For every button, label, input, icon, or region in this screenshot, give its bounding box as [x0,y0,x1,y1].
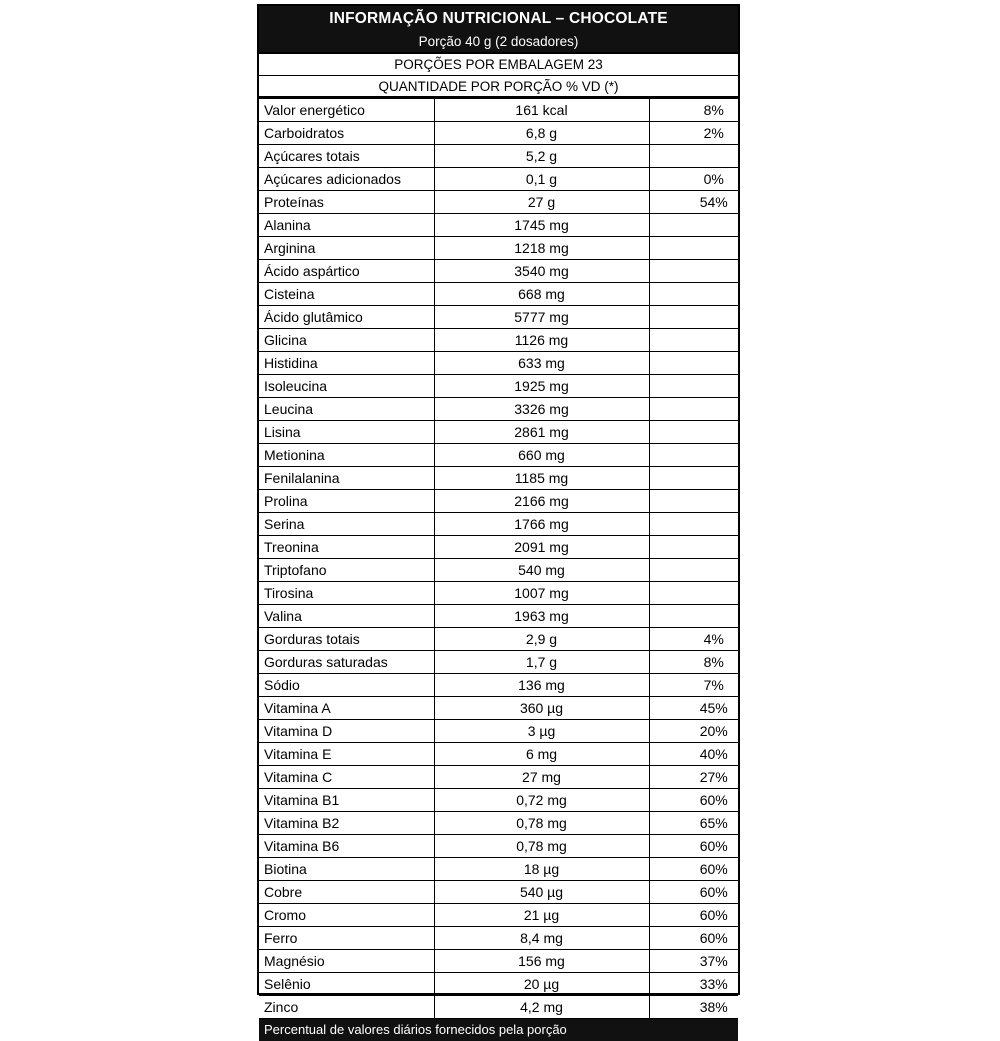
nutrient-amount: 2091 mg [434,536,649,559]
nutrient-name: Treonina [259,536,434,559]
nutrient-amount: 1745 mg [434,214,649,237]
nutrient-row [259,789,738,812]
nutrient-daily-value [649,145,738,168]
nutrient-amount: 0,78 mg [434,835,649,858]
nutrient-amount: 8,4 mg [434,927,649,950]
nutrient-name: Cobre [259,881,434,904]
nutrient-daily-value [649,306,738,329]
nutrient-row [259,122,738,145]
nutrient-daily-value [649,352,738,375]
nutrient-row [259,674,738,697]
nutrient-row [259,605,738,628]
nutrient-row [259,444,738,467]
nutrient-daily-value: 7% [649,674,738,697]
nutrient-name: Ácido aspártico [259,260,434,283]
nutrient-daily-value [649,444,738,467]
nutrient-amount: 27 g [434,191,649,214]
nutrient-name: Açúcares adicionados [259,168,434,191]
nutrient-row [259,559,738,582]
nutrient-daily-value: 60% [649,789,738,812]
nutrient-name: Vitamina A [259,697,434,720]
nutrient-amount: 2861 mg [434,421,649,444]
nutrient-amount: 1,7 g [434,651,649,674]
nutrient-name: Valor energético [259,99,434,122]
nutrient-daily-value [649,214,738,237]
nutrient-daily-value: 60% [649,927,738,950]
nutrient-amount: 633 mg [434,352,649,375]
nutrient-daily-value: 4% [649,628,738,651]
nutrient-amount: 540 mg [434,559,649,582]
nutrient-daily-value [649,467,738,490]
nutrient-name: Histidina [259,352,434,375]
nutrient-row [259,329,738,352]
nutrient-amount: 18 µg [434,858,649,881]
nutrient-name: Tirosina [259,582,434,605]
nutrient-amount: 0,1 g [434,168,649,191]
nutrient-row [259,421,738,444]
nutrient-name: Glicina [259,329,434,352]
nutrient-name: Prolina [259,490,434,513]
nutrient-daily-value [649,605,738,628]
nutrient-name: Carboidratos [259,122,434,145]
nutrient-row [259,812,738,835]
nutrient-row [259,927,738,950]
nutrient-row [259,145,738,168]
nutrient-row [259,352,738,375]
nutrient-name: Arginina [259,237,434,260]
nutrient-amount: 668 mg [434,283,649,306]
column-header: QUANTIDADE POR PORÇÃO % VD (*) [259,76,738,98]
nutrient-daily-value: 60% [649,881,738,904]
nutrient-row [259,766,738,789]
nutrient-amount: 1925 mg [434,375,649,398]
nutrient-daily-value [649,582,738,605]
nutrient-amount: 1963 mg [434,605,649,628]
nutrient-name: Magnésio [259,950,434,973]
nutrient-name: Triptofano [259,559,434,582]
nutrient-amount: 6 mg [434,743,649,766]
nutrient-amount: 1007 mg [434,582,649,605]
nutrient-daily-value: 40% [649,743,738,766]
nutrient-row [259,375,738,398]
nutrient-name: Alanina [259,214,434,237]
nutrient-amount: 6,8 g [434,122,649,145]
nutrient-amount: 156 mg [434,950,649,973]
nutrient-amount: 20 µg [434,973,649,996]
nutrient-amount: 136 mg [434,674,649,697]
nutrient-amount: 3540 mg [434,260,649,283]
nutrient-name: Vitamina C [259,766,434,789]
nutrient-row [259,214,738,237]
nutrient-amount: 2,9 g [434,628,649,651]
nutrient-name: Vitamina B2 [259,812,434,835]
nutrient-amount: 21 µg [434,904,649,927]
nutrient-daily-value [649,559,738,582]
nutrient-name: Isoleucina [259,375,434,398]
nutrient-name: Fenilalanina [259,467,434,490]
nutrient-row [259,973,738,996]
nutrient-name: Cisteina [259,283,434,306]
nutrient-row [259,858,738,881]
nutrient-name: Gorduras totais [259,628,434,651]
nutrient-name: Lisina [259,421,434,444]
nutrient-daily-value [649,421,738,444]
nutrient-row [259,996,738,1019]
nutrient-name: Metionina [259,444,434,467]
nutrient-amount: 1185 mg [434,467,649,490]
nutrient-row [259,582,738,605]
nutrient-amount: 161 kcal [434,99,649,122]
nutrient-daily-value [649,513,738,536]
nutrient-name: Ferro [259,927,434,950]
nutrient-row [259,743,738,766]
nutrient-row [259,628,738,651]
nutrient-daily-value: 8% [649,99,738,122]
nutrient-row [259,950,738,973]
nutrient-amount: 1766 mg [434,513,649,536]
nutrient-row [259,513,738,536]
nutrient-daily-value: 8% [649,651,738,674]
nutrient-amount: 2166 mg [434,490,649,513]
nutrient-daily-value: 60% [649,835,738,858]
nutrient-row [259,306,738,329]
nutrient-row [259,398,738,421]
nutrient-row [259,260,738,283]
nutrient-name: Zinco [259,996,434,1019]
nutrient-name: Leucina [259,398,434,421]
nutrient-daily-value: 0% [649,168,738,191]
nutrient-daily-value: 2% [649,122,738,145]
nutrient-row [259,720,738,743]
nutrient-row [259,490,738,513]
nutrient-amount: 5,2 g [434,145,649,168]
nutrient-name: Vitamina B6 [259,835,434,858]
nutrient-daily-value: 65% [649,812,738,835]
nutrient-row [259,904,738,927]
nutrient-name: Proteínas [259,191,434,214]
nutrient-name: Cromo [259,904,434,927]
servings-per-package: PORÇÕES POR EMBALAGEM 23 [259,54,738,76]
nutrient-amount: 540 µg [434,881,649,904]
nutrient-amount: 0,78 mg [434,812,649,835]
nutrient-amount: 3326 mg [434,398,649,421]
nutrient-amount: 27 mg [434,766,649,789]
nutrient-daily-value: 37% [649,950,738,973]
nutrient-daily-value: 54% [649,191,738,214]
nutrient-daily-value [649,237,738,260]
nutrient-daily-value: 45% [649,697,738,720]
portion-size: Porção 40 g (2 dosadores) [259,32,738,54]
nutrient-amount: 0,72 mg [434,789,649,812]
nutrient-amount: 3 µg [434,720,649,743]
nutrient-row [259,835,738,858]
nutrient-name: Sódio [259,674,434,697]
label-title: INFORMAÇÃO NUTRICIONAL – CHOCOLATE [259,6,738,32]
nutrient-name: Vitamina E [259,743,434,766]
nutrient-daily-value: 27% [649,766,738,789]
nutrient-amount: 4,2 mg [434,996,649,1019]
nutrient-name: Vitamina B1 [259,789,434,812]
nutrient-amount: 1218 mg [434,237,649,260]
nutrient-daily-value: 20% [649,720,738,743]
nutrient-amount: 660 mg [434,444,649,467]
nutrient-name: Biotina [259,858,434,881]
nutrient-daily-value [649,398,738,421]
nutrient-amount: 5777 mg [434,306,649,329]
nutrient-name: Ácido glutâmico [259,306,434,329]
nutrient-daily-value [649,329,738,352]
nutrient-row [259,99,738,122]
nutrient-table [259,98,738,1019]
nutrient-row [259,881,738,904]
footnote: Percentual de valores diários fornecidos pela porção [259,1019,738,1041]
nutrient-row [259,283,738,306]
nutrient-amount: 360 µg [434,697,649,720]
nutrient-row [259,168,738,191]
nutrient-daily-value [649,260,738,283]
nutrient-name: Serina [259,513,434,536]
nutrient-daily-value [649,283,738,306]
nutrient-name: Selênio [259,973,434,996]
nutrient-row [259,651,738,674]
nutrient-name: Vitamina D [259,720,434,743]
nutrient-row [259,237,738,260]
nutrient-daily-value [649,375,738,398]
nutrient-name: Valina [259,605,434,628]
nutrition-facts-label [257,4,740,1037]
nutrient-daily-value: 33% [649,973,738,996]
nutrient-daily-value: 60% [649,858,738,881]
nutrient-row [259,536,738,559]
nutrient-daily-value [649,490,738,513]
nutrient-daily-value: 38% [649,996,738,1019]
nutrient-name: Gorduras saturadas [259,651,434,674]
nutrient-daily-value [649,536,738,559]
nutrient-daily-value: 60% [649,904,738,927]
nutrient-row [259,191,738,214]
nutrient-name: Açúcares totais [259,145,434,168]
nutrient-amount: 1126 mg [434,329,649,352]
nutrient-row [259,467,738,490]
nutrient-row [259,697,738,720]
